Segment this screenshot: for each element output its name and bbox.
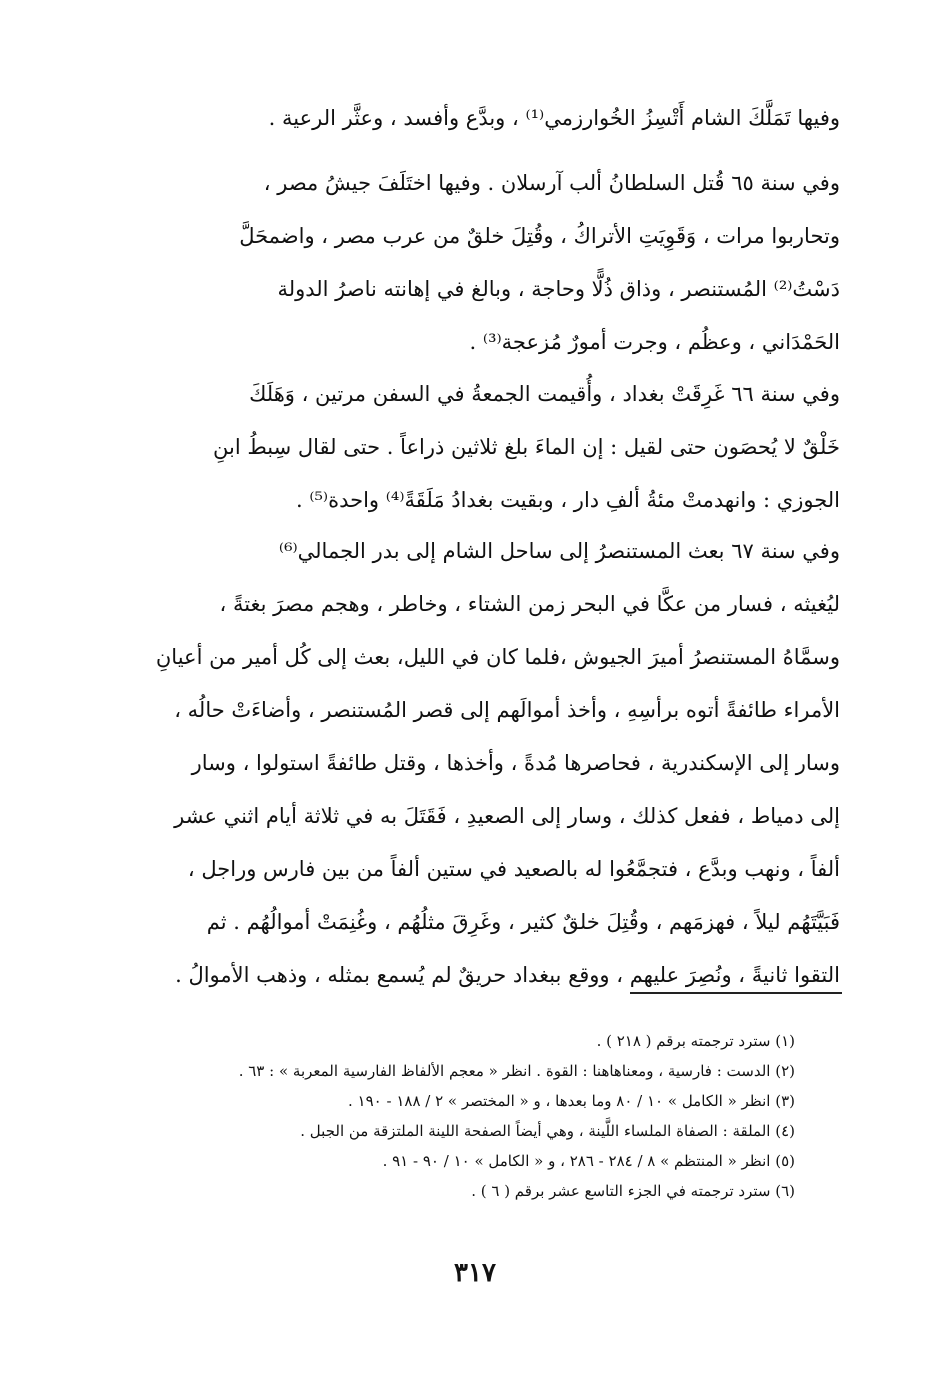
text-line: وفي سنة ٦٦ غَرِقَتْ بغداد ، وأُقيمت الجمعةُ في السفن مرتين ، وَهَلَكَ <box>249 382 840 406</box>
text-line: وسمَّاهُ المستنصرُ أميرَ الجيوش ،فلما كان في الليل، بعث إلى كُل أمير من أعيانِ <box>155 645 840 669</box>
text-line: ألفاً ، ونهب وبدَّع ، فتجمَّعُوا له بالصعيد في ستين ألفاً من بين فارس وراجل ، <box>187 857 840 881</box>
text-line: الحَمْدَاني ، وعظُم ، وجرت أمورٌ مُزعجة⁽³⁾ . <box>469 330 840 354</box>
text-line: التقوا ثانيةً ، ونُصِرَ عليهم ، ووقع ببغداد حريقٌ لم يُسمع بمثله ، وذهب الأموالُ . <box>175 963 840 987</box>
page-number: ٣١٧ <box>454 1258 496 1288</box>
paragraph-3 <box>150 368 840 527</box>
text-line: ليُغيثه ، فسار من عكَّا في البحر زمن الشتاء ، وخاطر ، وهجم مصرَ بغتةً ، <box>219 592 840 616</box>
text-line: الأمراء طائفةً أتوه برأسِهِ ، وأخذ أموالَهم إلى قصر المُستنصر ، وأضاءَتْ حالُه ، <box>174 698 840 722</box>
paragraph-2 <box>150 157 840 369</box>
text-line: وتحاربوا مرات ، وَقَوِيَتِ الأتراكُ ، وقُتِلَ خلقٌ من عرب مصر ، واضمحَلَّ <box>239 224 840 248</box>
text-line: وفي سنة ٦٧ بعث المستنصرُ إلى ساحل الشام إلى بدر الجمالي⁽⁶⁾ <box>278 539 840 563</box>
footnote-separator <box>630 992 842 994</box>
text-line: خَلْقٌ لا يُحصَون حتى لقيل : إن الماءَ بلغ ثلاثين ذراعاً . حتى لقال سِبطُ ابنِ <box>213 435 840 459</box>
footnote-1: (١) سترد ترجمته برقم ( ٢١٨ ) . <box>596 1032 795 1050</box>
text-line: وسار إلى الإسكندرية ، فحاصرها مُدةً ، وأخذها ، وقتل طائفةً استولوا ، وسار <box>191 751 840 775</box>
text-line: فَبَيَّتَهُم ليلاً ، فهزمَهم ، وقُتِلَ خلقٌ كثير ، وغَرِقَ مثلُهُم ، وغُنِمَتْ أموالُهُم . ثم <box>206 910 840 934</box>
footnotes <box>150 1026 795 1206</box>
footnote-6: (٦) سترد ترجمته في الجزء التاسع عشر برقم ( ٦ ) . <box>471 1182 795 1200</box>
footnote-4: (٤) الملقة : الصفاة الملساء اللَّينة ، وهي أيضاً الصفحة اللينة الملتزقة من الجبل . <box>300 1122 795 1140</box>
footnote-5: (٥) انظر « المنتظم » ٨ / ٢٨٤ - ٢٨٦ ، و « الكامل » ١٠ / ٩٠ - ٩١ . <box>382 1152 795 1170</box>
text-line: وفيها تَمَلَّكَ الشام أَتْسِزُ الخُوارزمي⁽¹⁾ ، وبدَّع وأفسد ، وعثَّر الرعية . <box>268 106 840 130</box>
text-line: الجوزي : وانهدمتْ مئةُ ألفِ دار ، وبقيت بغدادُ مَلَقَةً⁽⁴⁾ واحدة⁽⁵⁾ . <box>295 488 840 512</box>
footnote-2: (٢) الدست : فارسية ، ومعناهاهنا : القوة . انظر « معجم الألفاظ الفارسية المعربة » : ٦٣ . <box>238 1062 795 1080</box>
footnote-3: (٣) انظر « الكامل » ١٠ / ٨٠ وما بعدها ، و « المختصر » ٢ / ١٨٨ - ١٩٠ . <box>348 1092 795 1110</box>
paragraph-4 <box>150 525 840 1002</box>
text-line: دَسْتُ⁽²⁾ المُستنصر ، وذاق ذُلًّا وحاجة ، وبالغ في إهانته ناصرُ الدولة <box>277 277 840 301</box>
paragraph-1 <box>150 92 840 145</box>
text-line: وفي سنة ٦٥ قُتل السلطانُ ألب آرسلان . وفيها اختَلَفَ جيشُ مصر ، <box>263 171 840 195</box>
text-line: إلى دمياط ، ففعل كذلك ، وسار إلى الصعيدِ ، فَقَتَلَ به في ثلاثة أيام اثني عشر <box>174 804 840 828</box>
